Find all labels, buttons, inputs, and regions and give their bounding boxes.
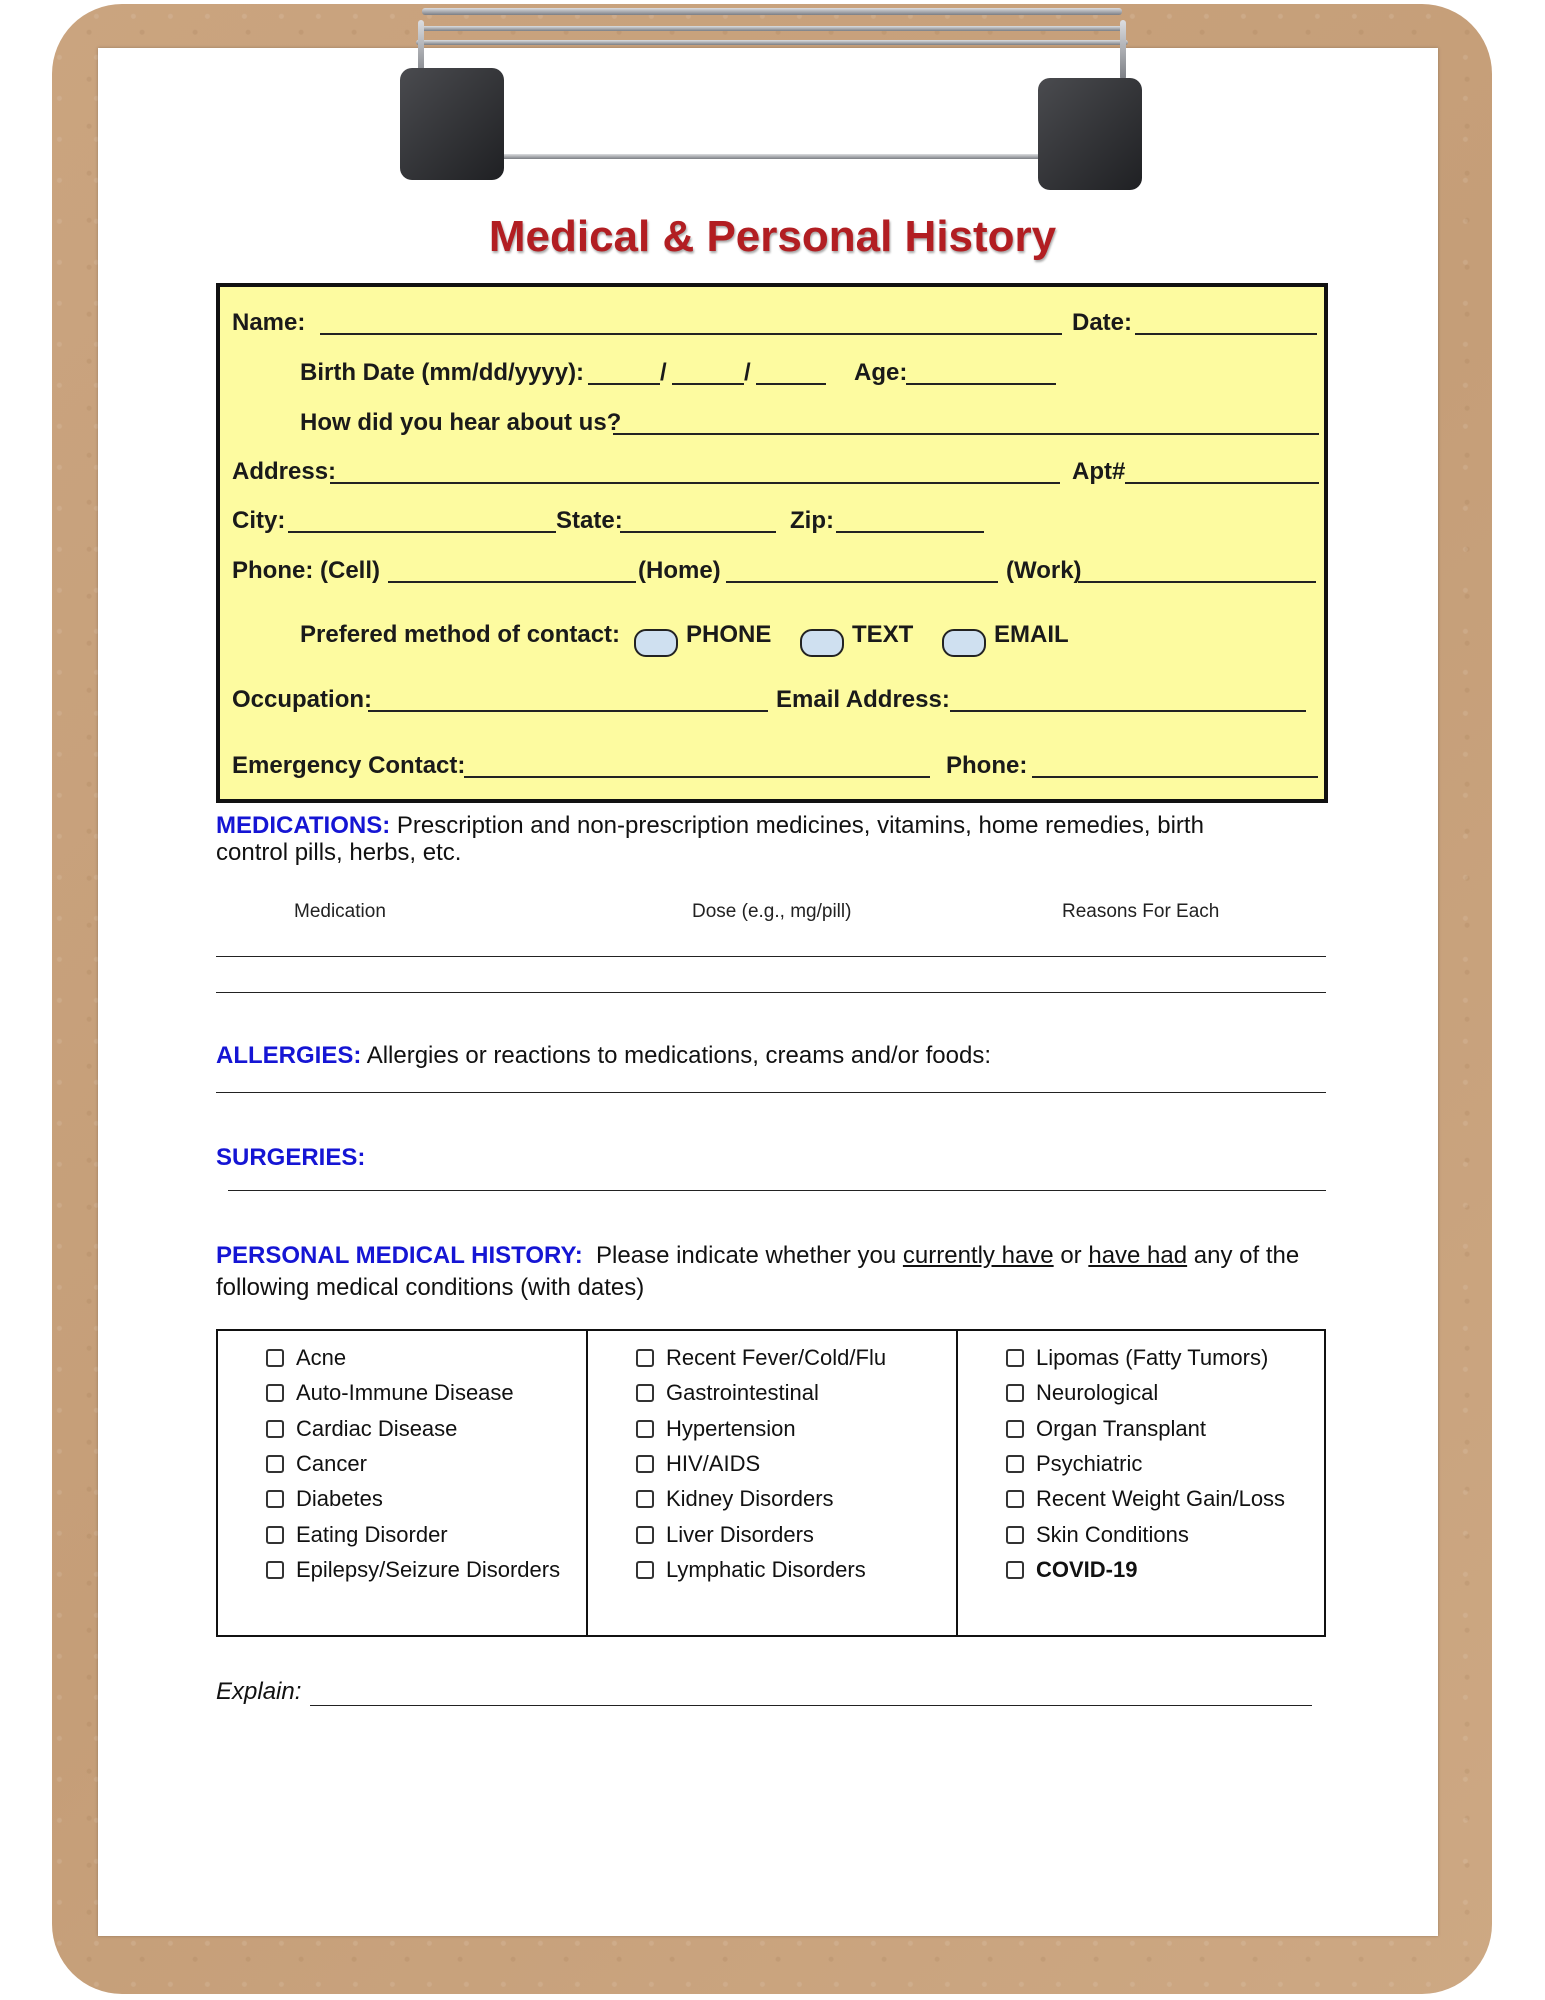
condition-label: Lymphatic Disorders — [666, 1557, 866, 1582]
condition-label: Cancer — [296, 1451, 367, 1476]
medications-text-2: control pills, herbs, etc. — [216, 839, 462, 866]
condition-diabetes[interactable] — [266, 1486, 383, 1512]
clipboard-clip — [400, 0, 1145, 190]
history-text-or: or — [1060, 1242, 1082, 1269]
history-heading: PERSONAL MEDICAL HISTORY: — [216, 1242, 583, 1269]
work-phone-field[interactable] — [1078, 581, 1316, 583]
allergies-line[interactable] — [216, 1092, 1326, 1093]
phone-label: Phone: — [232, 557, 314, 584]
condition-label: Cardiac Disease — [296, 1416, 458, 1441]
checkbox[interactable] — [266, 1561, 284, 1579]
medications-heading: MEDICATIONS: — [216, 812, 391, 839]
column-divider — [586, 1331, 588, 1635]
occupation-field[interactable] — [368, 710, 768, 712]
city-field[interactable] — [288, 531, 556, 533]
clip-right-handle — [1038, 78, 1142, 190]
condition-eating-disorder[interactable] — [266, 1522, 448, 1548]
condition-hypertension[interactable] — [636, 1416, 796, 1442]
birth-slash-1: / — [660, 359, 667, 386]
conditions-table — [216, 1329, 1326, 1637]
condition-label: Lipomas (Fatty Tumors) — [1036, 1345, 1269, 1370]
reasons-column-header: Reasons For Each — [1062, 901, 1220, 922]
apt-field[interactable] — [1125, 482, 1319, 484]
condition-label: Neurological — [1036, 1380, 1159, 1405]
checkbox[interactable] — [1006, 1455, 1024, 1473]
condition-label: Acne — [296, 1345, 347, 1370]
cell-phone-field[interactable] — [388, 581, 636, 583]
condition-kidney[interactable] — [636, 1486, 834, 1512]
checkbox[interactable] — [266, 1420, 284, 1438]
checkbox[interactable] — [266, 1490, 284, 1508]
checkbox[interactable] — [636, 1420, 654, 1438]
condition-acne[interactable] — [266, 1345, 346, 1371]
condition-label: Recent Fever/Cold/Flu — [666, 1345, 887, 1370]
date-field[interactable] — [1135, 333, 1317, 335]
condition-cancer[interactable] — [266, 1451, 367, 1477]
clip-left-handle — [400, 68, 504, 180]
condition-covid-19[interactable] — [1006, 1557, 1137, 1583]
checkbox[interactable] — [1006, 1526, 1024, 1544]
contact-text-label: TEXT — [852, 621, 914, 648]
checkbox[interactable] — [266, 1526, 284, 1544]
checkbox[interactable] — [636, 1455, 654, 1473]
checkbox[interactable] — [1006, 1349, 1024, 1367]
age-field[interactable] — [906, 383, 1056, 385]
condition-organ-transplant[interactable] — [1006, 1416, 1206, 1442]
email-label: Email Address: — [776, 686, 950, 713]
checkbox[interactable] — [1006, 1384, 1024, 1402]
explain-line[interactable] — [310, 1705, 1312, 1706]
checkbox[interactable] — [1006, 1561, 1024, 1579]
surgeries-heading: SURGERIES: — [216, 1144, 366, 1171]
condition-recent-fever[interactable] — [636, 1345, 886, 1371]
condition-neurological[interactable] — [1006, 1380, 1158, 1406]
name-label: Name: — [232, 309, 306, 336]
history-text-2: following medical conditions (with dates) — [216, 1274, 645, 1301]
allergies-text: Allergies or reactions to medications, creams and/or foods: — [366, 1042, 991, 1069]
age-label: Age: — [854, 359, 908, 386]
contact-method-label: Prefered method of contact: — [300, 621, 621, 648]
contact-text-radio[interactable] — [800, 629, 844, 657]
history-intro — [216, 1242, 1299, 1270]
condition-lymphatic[interactable] — [636, 1557, 866, 1583]
home-phone-field[interactable] — [726, 581, 998, 583]
medication-line-1[interactable] — [216, 956, 1326, 957]
birth-day-field[interactable] — [672, 383, 744, 385]
allergies-heading: ALLERGIES: — [216, 1042, 362, 1069]
birth-month-field[interactable] — [588, 383, 660, 385]
condition-label: Organ Transplant — [1036, 1416, 1206, 1441]
checkbox[interactable] — [636, 1526, 654, 1544]
state-field[interactable] — [620, 531, 776, 533]
condition-gastrointestinal[interactable] — [636, 1380, 819, 1406]
condition-label: Recent Weight Gain/Loss — [1036, 1486, 1286, 1511]
allergies-intro — [216, 1042, 991, 1070]
condition-label: Gastrointestinal — [666, 1380, 819, 1405]
birth-date-label: Birth Date (mm/dd/yyyy): — [300, 359, 585, 386]
condition-label: Liver Disorders — [666, 1522, 814, 1547]
condition-psychiatric[interactable] — [1006, 1451, 1142, 1477]
condition-label: Diabetes — [296, 1486, 383, 1511]
contact-phone-radio[interactable] — [634, 629, 678, 657]
zip-label: Zip: — [790, 507, 834, 534]
condition-auto-immune[interactable] — [266, 1380, 514, 1406]
checkbox[interactable] — [266, 1384, 284, 1402]
medications-intro — [216, 812, 1204, 840]
checkbox[interactable] — [1006, 1490, 1024, 1508]
emergency-contact-label: Emergency Contact: — [232, 752, 466, 779]
occupation-label: Occupation: — [232, 686, 373, 713]
medications-text-1: Prescription and non-prescription medicines, vitamins, home remedies, birth — [396, 812, 1204, 839]
birth-year-field[interactable] — [756, 383, 826, 385]
condition-label: Kidney Disorders — [666, 1486, 834, 1511]
condition-label: Hypertension — [666, 1416, 796, 1441]
city-label: City: — [232, 507, 286, 534]
column-divider — [956, 1331, 958, 1635]
checkbox[interactable] — [636, 1490, 654, 1508]
condition-lipomas[interactable] — [1006, 1345, 1268, 1371]
contact-email-label: EMAIL — [994, 621, 1069, 648]
emergency-phone-label: Phone: — [946, 752, 1028, 779]
address-field[interactable] — [330, 482, 1060, 484]
medication-line-2[interactable] — [216, 992, 1326, 993]
condition-label: Epilepsy/Seizure Disorders — [296, 1557, 561, 1582]
name-field[interactable] — [320, 333, 1062, 335]
condition-skin[interactable] — [1006, 1522, 1189, 1548]
checkbox[interactable] — [636, 1384, 654, 1402]
condition-hiv-aids[interactable] — [636, 1451, 760, 1477]
zip-field[interactable] — [836, 531, 984, 533]
history-text-c: any of the — [1193, 1242, 1300, 1269]
emergency-phone-field[interactable] — [1032, 776, 1318, 778]
checkbox[interactable] — [266, 1349, 284, 1367]
personal-info-box — [216, 283, 1328, 803]
condition-label: HIV/AIDS — [666, 1451, 761, 1476]
medication-column-header: Medication — [294, 901, 386, 922]
email-field[interactable] — [950, 710, 1306, 712]
history-text-currently-have: currently have — [902, 1242, 1054, 1269]
home-label: (Home) — [638, 557, 721, 584]
condition-label: Auto-Immune Disease — [296, 1380, 514, 1405]
hear-label: How did you hear about us? — [300, 409, 622, 436]
cell-label: (Cell) — [320, 557, 380, 584]
condition-liver[interactable] — [636, 1522, 814, 1548]
condition-label: Eating Disorder — [296, 1522, 448, 1547]
hear-field[interactable] — [613, 433, 1319, 435]
checkbox[interactable] — [266, 1455, 284, 1473]
checkbox[interactable] — [1006, 1420, 1024, 1438]
surgeries-line[interactable] — [228, 1190, 1326, 1191]
condition-weight-change[interactable] — [1006, 1486, 1285, 1512]
history-text-have-had: have had — [1088, 1242, 1188, 1269]
checkbox[interactable] — [636, 1349, 654, 1367]
contact-phone-label: PHONE — [686, 621, 772, 648]
condition-epilepsy[interactable] — [266, 1557, 560, 1583]
condition-cardiac[interactable] — [266, 1416, 457, 1442]
state-label: State: — [556, 507, 623, 534]
condition-label: Psychiatric — [1036, 1451, 1143, 1476]
condition-label: COVID-19 — [1036, 1557, 1138, 1582]
work-label: (Work) — [1006, 557, 1082, 584]
condition-label: Skin Conditions — [1036, 1522, 1189, 1547]
apt-label: Apt# — [1072, 458, 1126, 485]
emergency-contact-field[interactable] — [464, 776, 930, 778]
address-label: Address: — [232, 458, 337, 485]
birth-slash-2: / — [744, 359, 751, 386]
page-title: Medical & Personal History — [488, 212, 1057, 261]
contact-email-radio[interactable] — [942, 629, 986, 657]
explain-label: Explain: — [216, 1678, 302, 1705]
history-text-a: Please indicate whether you — [596, 1242, 897, 1269]
dose-column-header: Dose (e.g., mg/pill) — [692, 901, 852, 922]
date-label: Date: — [1072, 309, 1133, 336]
checkbox[interactable] — [636, 1561, 654, 1579]
